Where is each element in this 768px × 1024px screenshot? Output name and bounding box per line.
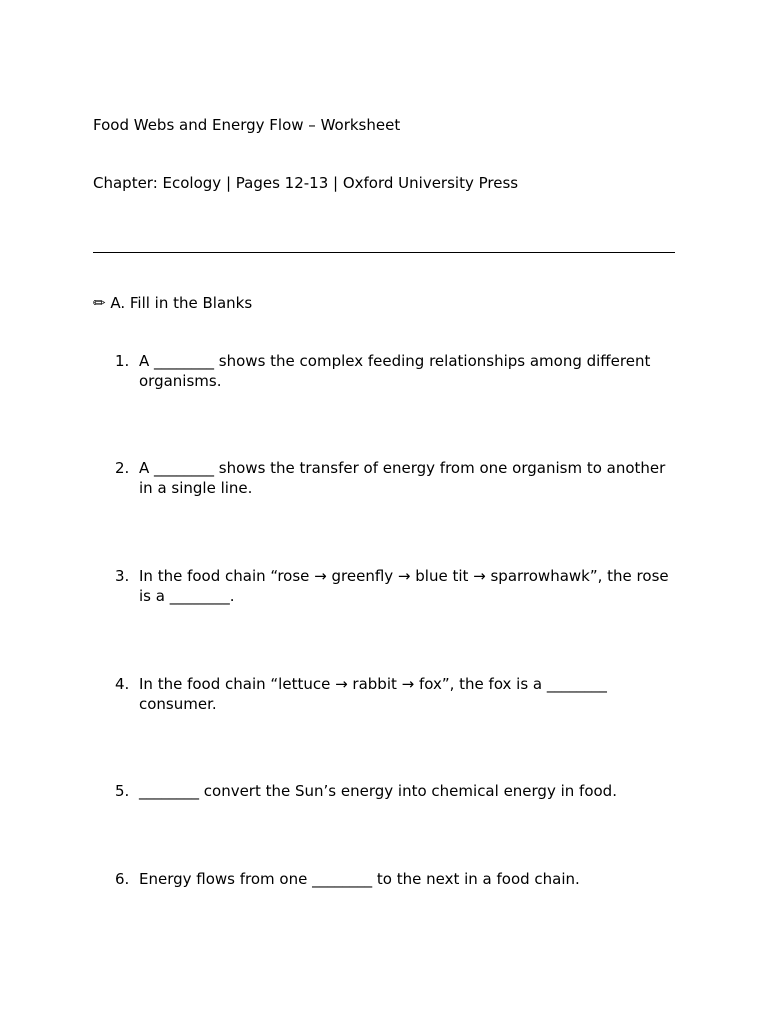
question-number: 2. <box>115 459 130 477</box>
horizontal-divider <box>93 252 675 253</box>
question-text: In the food chain “rose → greenfly → blue tit → sparrowhawk”, the rose is a ________. <box>139 567 669 605</box>
question-number: 1. <box>115 352 130 370</box>
question-number: 4. <box>115 675 130 693</box>
question-number: 3. <box>115 567 130 585</box>
question-text: In the food chain “lettuce → rabbit → fox”, the fox is a ________ consumer. <box>139 675 607 713</box>
question-text: A ________ shows the transfer of energy from one organism to another in a single line. <box>139 459 666 497</box>
question-text: Energy flows from one ________ to the next in a food chain. <box>139 870 580 888</box>
question-text: A ________ shows the complex feeding relationships among different organisms. <box>139 352 651 390</box>
chapter-info: Chapter: Ecology | Pages 12-13 | Oxford University Press <box>93 174 519 192</box>
worksheet-title: Food Webs and Energy Flow – Worksheet <box>93 116 401 134</box>
question-text: ________ convert the Sun’s energy into chemical energy in food. <box>139 782 617 800</box>
section-heading: ✏ A. Fill in the Blanks <box>93 294 253 312</box>
question-number: 6. <box>115 870 130 888</box>
question-number: 5. <box>115 782 130 800</box>
